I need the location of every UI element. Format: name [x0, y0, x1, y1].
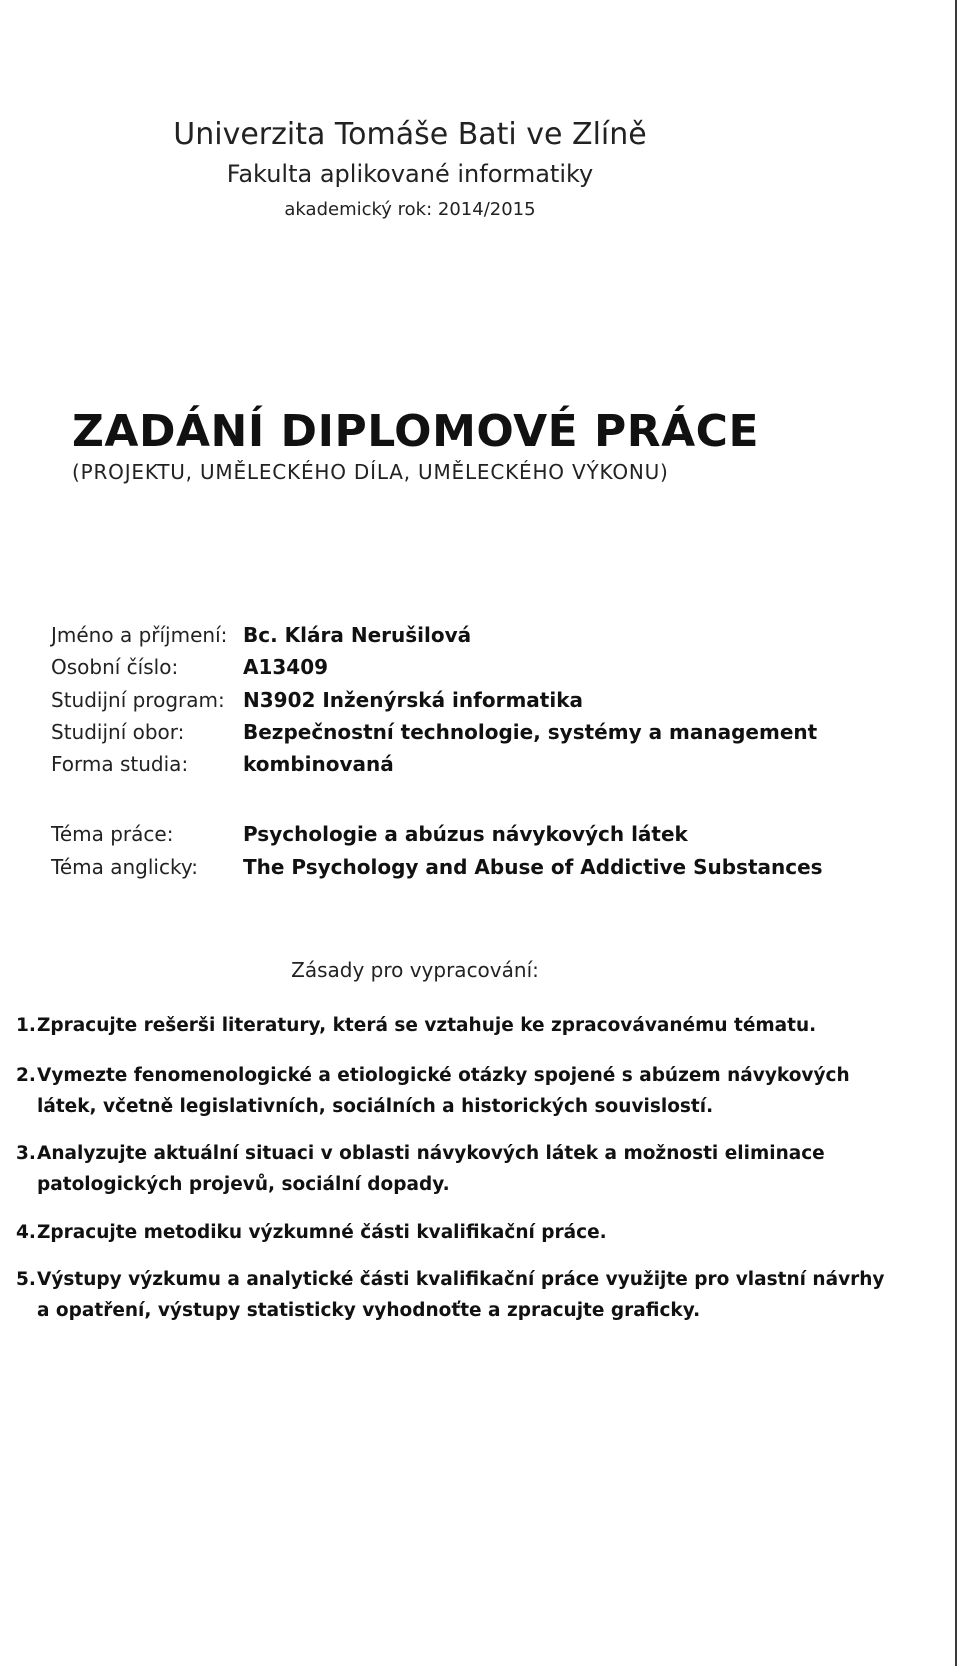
item-text-line: Analyzujte aktuální situaci v oblasti návykových látek a možnosti eliminace — [37, 1143, 825, 1164]
scan-edge-line — [955, 0, 957, 1666]
program-value: N3902 Inženýrská informatika — [243, 688, 583, 712]
item-text-line: patologických projevů, sociální dopady. — [37, 1174, 450, 1195]
item-text: Zpracujte rešerši literatury, která se vztahuje ke zpracovávanému tématu. — [37, 1015, 817, 1036]
item-number: 1. — [16, 1015, 36, 1036]
item-text-line: a opatření, výstupy statisticky vyhodnoťte a zpracujte graficky. — [37, 1300, 701, 1321]
field-label: Studijní obor: — [51, 720, 185, 744]
guidelines-heading: Zásady pro vypracování: — [291, 958, 539, 982]
topic-value: Psychologie a abúzus návykových látek — [243, 822, 688, 846]
item-text-line: Vymezte fenomenologické a etiologické otázky spojené s abúzem návykových — [37, 1065, 850, 1086]
academic-year: akademický rok: 2014/2015 — [284, 199, 536, 220]
topic-en-label: Téma anglicky: — [51, 855, 198, 879]
document-subtitle: (PROJEKTU, UMĚLECKÉHO DÍLA, UMĚLECKÉHO VÝKONU) — [72, 460, 669, 484]
field-value: Bezpečnostní technologie, systémy a management — [243, 720, 818, 744]
item-number: 4. — [16, 1222, 36, 1243]
id-label: Osobní číslo: — [51, 655, 179, 679]
item-text — [37, 1060, 887, 1122]
item-text — [37, 1264, 887, 1326]
item-text: Zpracujte metodiku výzkumné části kvalifikační práce. — [37, 1222, 607, 1243]
form-label: Forma studia: — [51, 752, 189, 776]
item-text-line: látek, včetně legislativních, sociálních a historických souvislostí. — [37, 1096, 714, 1117]
document-title: ZADÁNÍ DIPLOMOVÉ PRÁCE — [72, 406, 760, 457]
item-text — [37, 1138, 887, 1200]
program-label: Studijní program: — [51, 688, 225, 712]
item-number: 5. — [16, 1269, 36, 1290]
form-value: kombinovaná — [243, 752, 394, 776]
item-text-line: Výstupy výzkumu a analytické části kvalifikační práce využijte pro vlastní návrhy — [37, 1269, 885, 1290]
item-number: 2. — [16, 1065, 36, 1086]
university-name: Univerzita Tomáše Bati ve Zlíně — [173, 117, 647, 152]
id-value: A13409 — [243, 655, 329, 679]
item-number: 3. — [16, 1143, 36, 1164]
faculty-name: Fakulta aplikované informatiky — [226, 160, 594, 188]
name-label: Jméno a příjmení: — [51, 623, 228, 647]
topic-label: Téma práce: — [51, 822, 174, 846]
topic-en-value: The Psychology and Abuse of Addictive Substances — [243, 855, 823, 879]
name-value: Bc. Klára Nerušilová — [243, 623, 472, 647]
